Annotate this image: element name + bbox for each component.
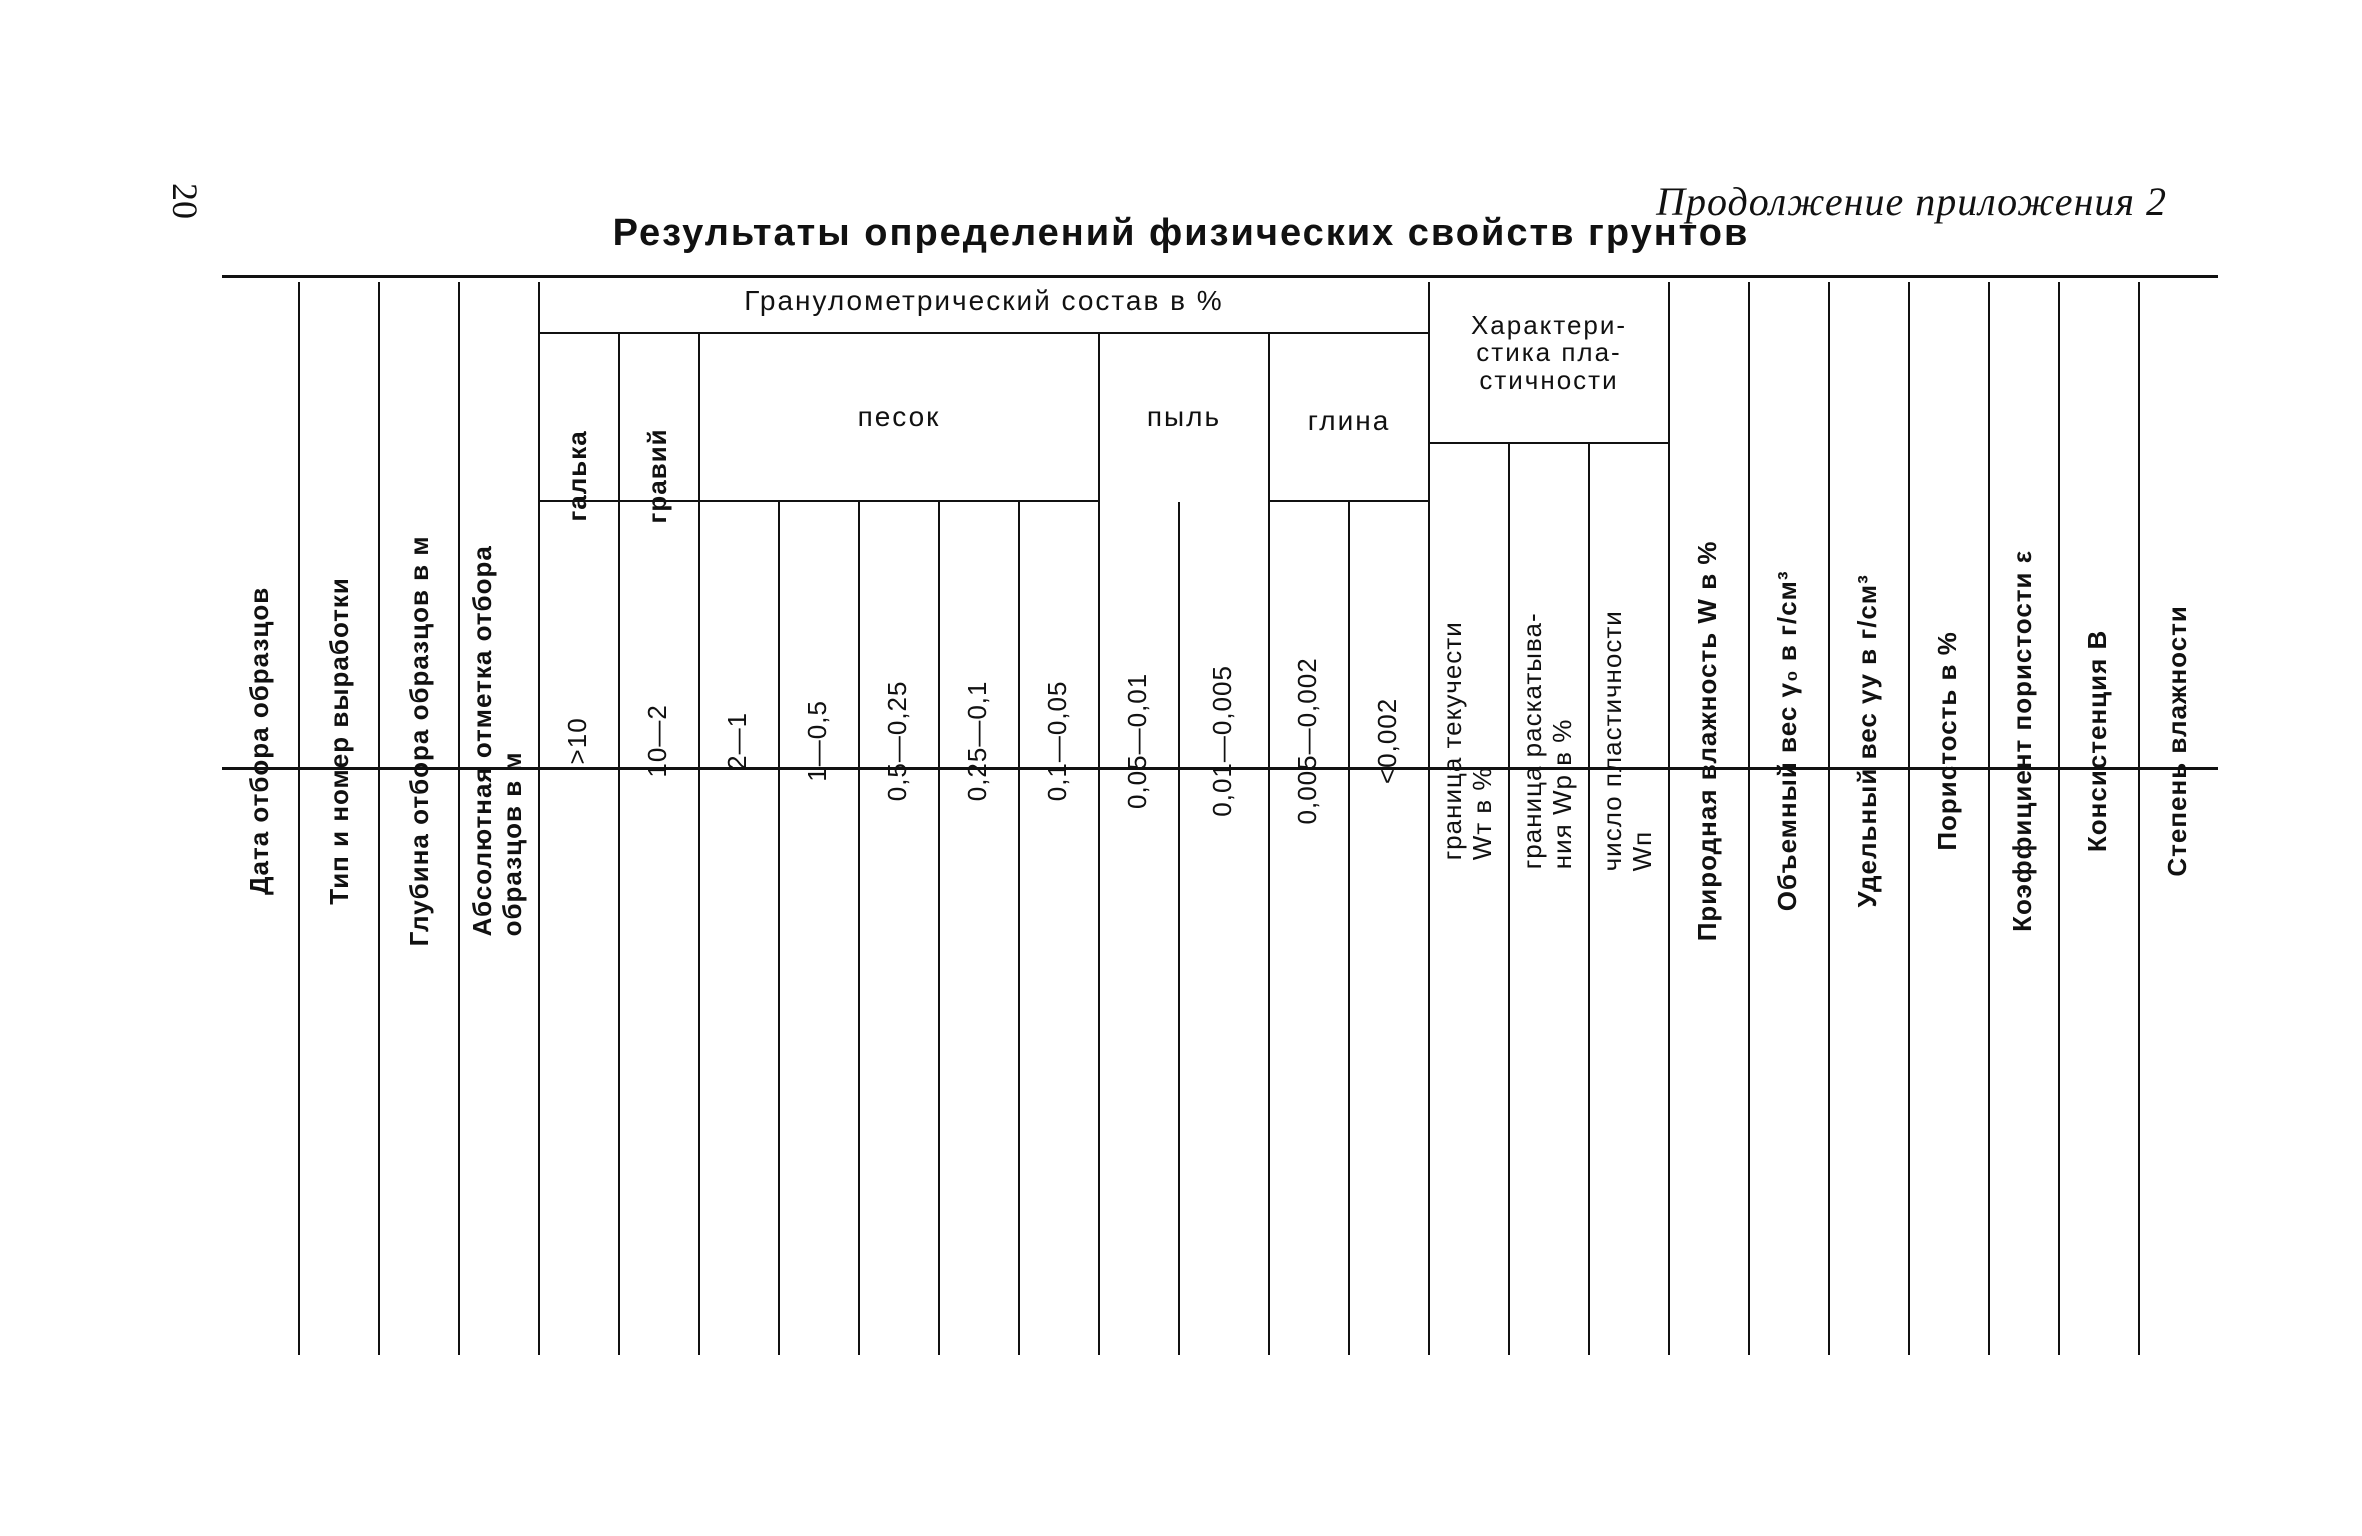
col-fraction-gt10: >10: [562, 717, 593, 765]
granulometric-rule: [540, 332, 1430, 334]
col-fraction-10-2: 10—2: [642, 704, 673, 778]
fraction-rule-right: [1270, 500, 1430, 502]
col-bulk-density: Объемный вес γ₀ в г/см³: [1772, 570, 1803, 912]
group-plasticity: Характери- стика пла- стичности: [1470, 310, 1628, 395]
col-natural-moisture: Природная влажность W в %: [1692, 540, 1723, 942]
group-clay: глина: [1307, 405, 1391, 436]
page-title: Результаты определений физических свойств грунтов: [612, 212, 1750, 254]
col-absolute-elevation: Абсолютная отметка отбора образцов в м: [467, 545, 527, 937]
col-saturation-degree: Степень влажности: [2162, 605, 2193, 877]
col-plastic-limit: граница раскатыва- ния Wр в %: [1517, 612, 1577, 870]
col-fraction-0.005-0.002: 0,005—0,002: [1292, 657, 1323, 825]
col-fraction-2-1: 2—1: [722, 712, 753, 770]
page-number: 20: [165, 183, 205, 219]
plasticity-rule: [1430, 442, 1670, 444]
group-sand: песок: [857, 401, 941, 432]
col-fraction-0.1-0.05: 0,1—0,05: [1042, 680, 1073, 802]
fraction-rule-left: [540, 500, 1100, 502]
group-silt: пыль: [1146, 401, 1222, 432]
col-liquid-limit: граница текучести Wт в %: [1437, 621, 1497, 861]
col-fraction-0.5-0.25: 0,5—0,25: [882, 680, 913, 802]
table-top-rule: [222, 275, 2218, 278]
col-plasticity-index: число пластичности Wп: [1597, 610, 1657, 872]
col-fraction-0.01-0.005: 0,01—0,005: [1207, 665, 1238, 817]
col-working-type-number: Тип и номер выработки: [324, 577, 355, 905]
col-fraction-lt0.002: <0,002: [1372, 697, 1403, 785]
col-porosity: Пористость в %: [1932, 631, 1963, 851]
continuation-note: Продолжение приложения 2: [1656, 179, 2167, 224]
col-specific-gravity: Удельный вес γу в г/см³: [1852, 574, 1883, 908]
col-consistency: Консистенция B: [2082, 629, 2113, 853]
col-fraction-0.25-0.1: 0,25—0,1: [962, 680, 993, 802]
col-sampling-date: Дата отбора образцов: [244, 586, 275, 896]
col-void-ratio: Коэффициент пористости ε: [2007, 550, 2038, 932]
group-gravel: гравий: [642, 428, 673, 524]
col-sampling-depth: Глубина отбора образцов в м: [404, 535, 435, 947]
col-fraction-1-0.5: 1—0,5: [802, 700, 833, 782]
group-granulometric: Гранулометрический состав в %: [744, 285, 1224, 316]
col-fraction-0.05-0.01: 0,05—0,01: [1122, 672, 1153, 810]
group-pebble: галька: [562, 430, 593, 522]
